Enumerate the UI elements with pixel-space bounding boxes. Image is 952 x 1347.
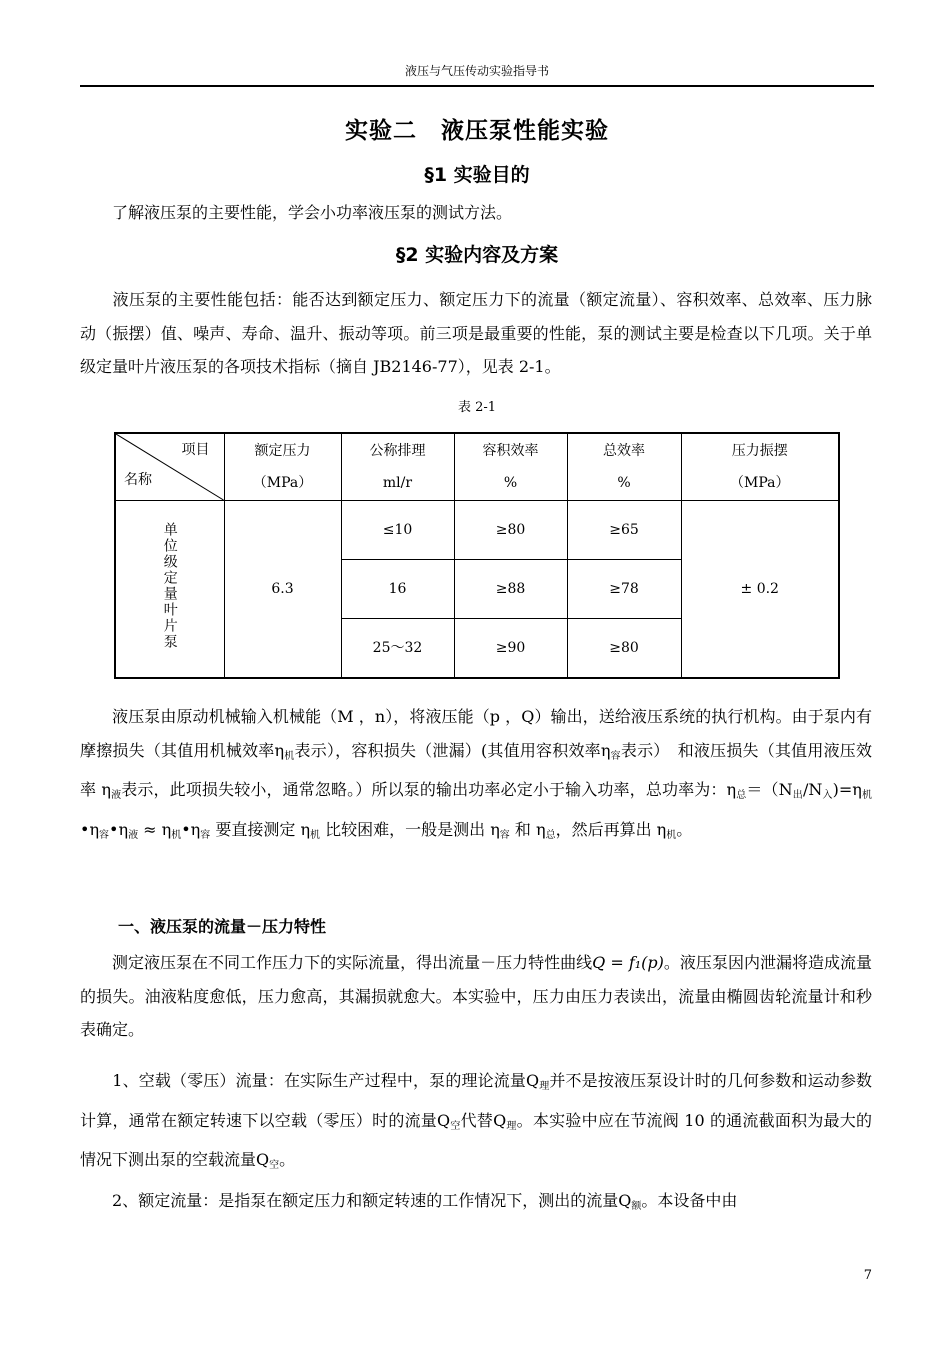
header-total-efficiency: 总效率 % [567, 433, 681, 501]
table-row [115, 501, 839, 560]
paragraph-efficiency: 液压泵由原动机械输入机械能（M ，n），将液压能（p ，Q）输出，送给液压系统的执行机构。由于泵内有摩擦损失（其值用机械效率$\eta_机$表示），容积损失（泄漏）(其值用容积效率$\eta_容$表示） 和液压损失（其值用液压效率 $\eta_液$表示，此项损失较小，通常忽略。）所以泵的输出功率必定小于输入功率，总功率为：$\eta_总=(N_出/N_入)=\eta_机•\eta_容•\eta_液$ ≈ $\eta_机•\eta_容$ 要直接测定 $\eta_机$ 比较困难，一般是测出 $\eta_容$ 和 $\eta_总$，然后再算出 $\eta_机$。 [80, 707, 872, 841]
subsection-heading-flow-pressure: 一、液压泵的流量－压力特性 [118, 917, 327, 936]
total-eff-cell: ≥78 [567, 560, 681, 619]
header-pressure-pulsation: 压力振摆 （MPa） [681, 433, 839, 501]
header-item-label: 项目 [181, 442, 210, 458]
spec-table [114, 432, 840, 679]
paragraph-no-load-flow: 1、空载（零压）流量：在实际生产过程中，泵的理论流量$Q_理$并不是按液压泵设计时的几何参数和运动参数计算，通常在额定转速下以空载（零压）时的流量$Q_空$代替$Q_理$。本实验中应在节流阀 10 的通流截面积为最大的情况下测出泵的空载流量$Q_空$。 [80, 1071, 873, 1171]
paragraph-rated-flow: 2、额定流量：是指泵在额定压力和额定转速的工作情况下，测出的流量$Q_额$。本设备中由 [112, 1191, 738, 1212]
header-displacement: 公称排理 ml/r [341, 433, 454, 501]
vol-eff-cell: ≥88 [454, 560, 567, 619]
purpose-text: 了解液压泵的主要性能，学会小功率液压泵的测试方法。 [112, 203, 513, 222]
pulsation-cell: ± 0.2 [681, 501, 839, 679]
header-rule [80, 85, 874, 87]
pump-name-cell [115, 501, 224, 679]
header-name-label: 名称 [124, 472, 152, 488]
paragraph-purpose [80, 196, 872, 230]
table-header-row [115, 433, 839, 501]
pump-name: 单位级定量叶片泵 [161, 522, 178, 650]
table-caption: 表 2-1 [457, 400, 497, 415]
vol-eff-cell: ≥90 [454, 619, 567, 679]
rated-pressure-cell: 6.3 [224, 501, 341, 679]
paragraph-flow-pressure: 测定液压泵在不同工作压力下的实际流量，得出流量－压力特性曲线Q = f₁(p)。液压泵因内泄漏将造成流量的损失。油液粘度愈低，压力愈高，其漏损就愈大。本实验中，压力由压力表读出，流量由椭圆齿轮流量计和秒表确定。 [80, 953, 872, 1039]
total-eff-cell: ≥65 [567, 501, 681, 560]
page-title: 实验二 液压泵性能实验 [345, 118, 609, 144]
displacement-cell: 25～32 [341, 619, 454, 679]
paragraph-intro [80, 283, 872, 384]
section-heading-purpose: §1 实验目的 [424, 164, 530, 186]
page-number: 7 [863, 1268, 872, 1283]
displacement-cell: ≤10 [341, 501, 454, 560]
displacement-cell: 16 [341, 560, 454, 619]
vol-eff-cell: ≥80 [454, 501, 567, 560]
header-rated-pressure: 额定压力 （MPa） [224, 433, 341, 501]
diagonal-header-cell [115, 433, 224, 501]
section-heading-content: §2 实验内容及方案 [395, 244, 559, 266]
running-header: 液压与气压传动实验指导书 [404, 64, 549, 78]
formula-flow-pressure: Q = f₁(p) [592, 953, 664, 972]
total-eff-cell: ≥80 [567, 619, 681, 679]
header-volumetric-efficiency: 容积效率 % [454, 433, 567, 501]
intro-text: 液压泵的主要性能包括：能否达到额定压力、额定压力下的流量（额定流量）、容积效率、总效率、压力脉动（振摆）值、噪声、寿命、温升、振动等项。前三项是最重要的性能，泵的测试主要是检查以下几项。关于单级定量叶片液压泵的各项技术指标（摘自 JB2146-77），见表 2-1。 [80, 290, 872, 376]
